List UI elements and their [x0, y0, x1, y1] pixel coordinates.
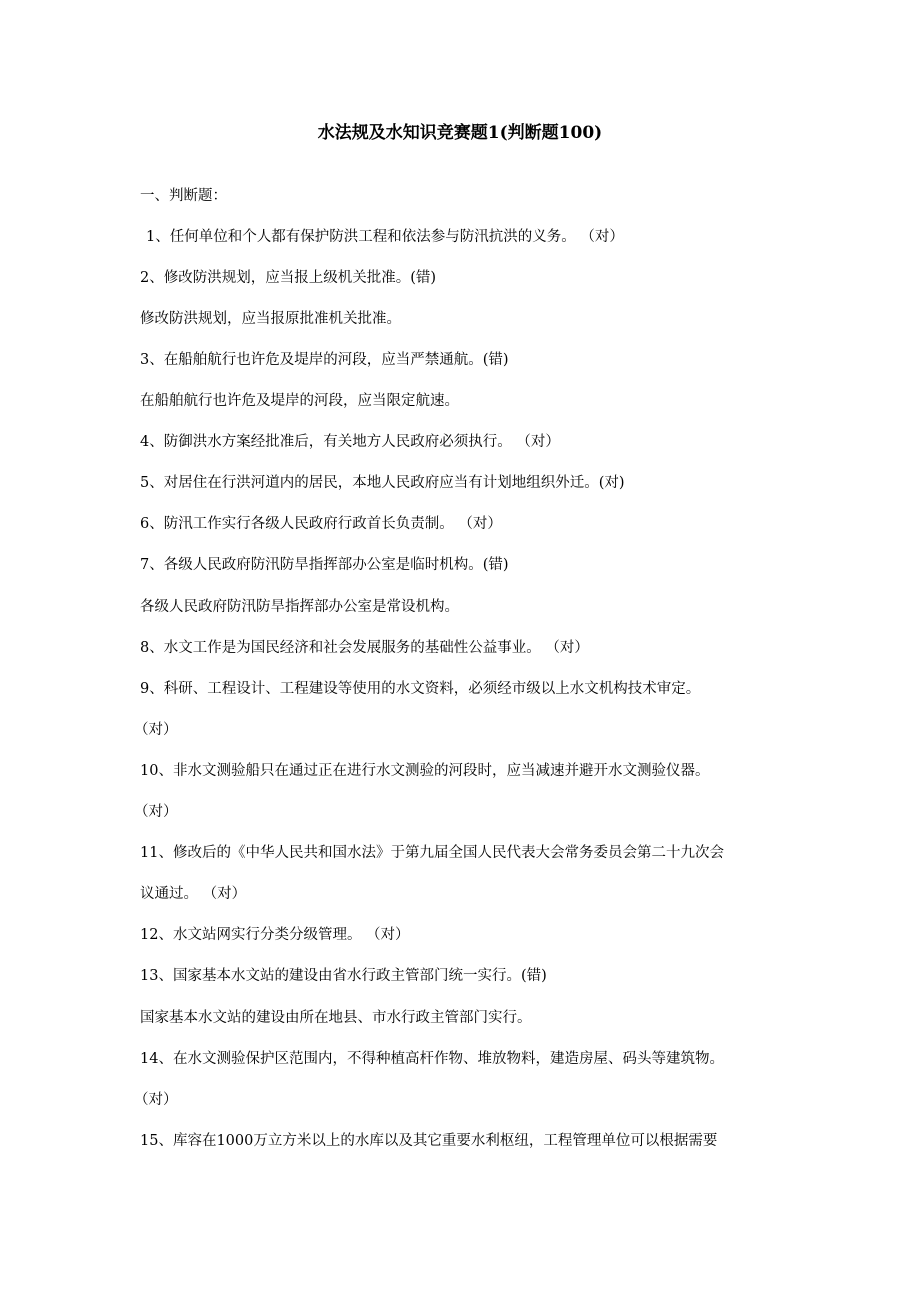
list-item: 12、水文站网实行分类分级管理。 （对） [140, 927, 410, 943]
list-item: 修改防洪规划，应当报原批准机关批准。 [140, 311, 401, 327]
list-item: 3、在船舶航行也许危及堤岸的河段，应当严禁通航。(错) [140, 352, 509, 368]
list-item: 7、各级人民政府防汛防旱指挥部办公室是临时机构。(错) [140, 557, 509, 573]
list-item: 各级人民政府防汛防旱指挥部办公室是常设机构。 [140, 599, 459, 615]
list-item: 国家基本水文站的建设由所在地县、市水行政主管部门实行。 [140, 1010, 532, 1026]
list-item: 6、防汛工作实行各级人民政府行政首长负责制。 （对） [140, 516, 502, 532]
list-item: 4、防御洪水方案经批准后，有关地方人民政府必须执行。 （对） [140, 434, 560, 450]
list-item: 2、修改防洪规划，应当报上级机关批准。(错) [140, 270, 437, 286]
section-heading: 一、判断题： [140, 188, 227, 204]
list-item: （对） [134, 722, 178, 738]
list-item: 1、任何单位和个人都有保护防洪工程和依法参与防汛抗洪的义务。 （对） [146, 229, 624, 245]
list-item: 8、水文工作是为国民经济和社会发展服务的基础性公益事业。 （对） [140, 640, 589, 656]
list-item: 在船舶航行也许危及堤岸的河段，应当限定航速。 [140, 393, 459, 409]
list-item: 5、对居住在行洪河道内的居民，本地人民政府应当有计划地组织外迁。(对) [140, 475, 625, 491]
list-item: 9、科研、工程设计、工程建设等使用的水文资料，必须经市级以上水文机构技术审定。 [140, 681, 701, 697]
list-item: 议通过。 （对） [140, 886, 247, 902]
list-item: 14、在水文测验保护区范围内，不得种植高杆作物、堆放物料，建造房屋、码头等建筑物。 [140, 1051, 724, 1067]
list-item: 15、库容在1000万立方米以上的水库以及其它重要水利枢纽，工程管理单位可以根据需要 [140, 1133, 718, 1149]
list-item: 10、非水文测验船只在通过正在进行水文测验的河段时，应当减速并避开水文测验仪器。 [140, 763, 710, 779]
document-title: 水法规及水知识竞赛题1(判断题100) [317, 123, 603, 143]
list-item: 11、修改后的《中华人民共和国水法》于第九届全国人民代表大会常务委员会第二十九次会 [140, 845, 724, 861]
list-item: （对） [134, 804, 178, 820]
list-item: （对） [134, 1092, 178, 1108]
list-item: 13、国家基本水文站的建设由省水行政主管部门统一实行。(错) [140, 968, 547, 984]
